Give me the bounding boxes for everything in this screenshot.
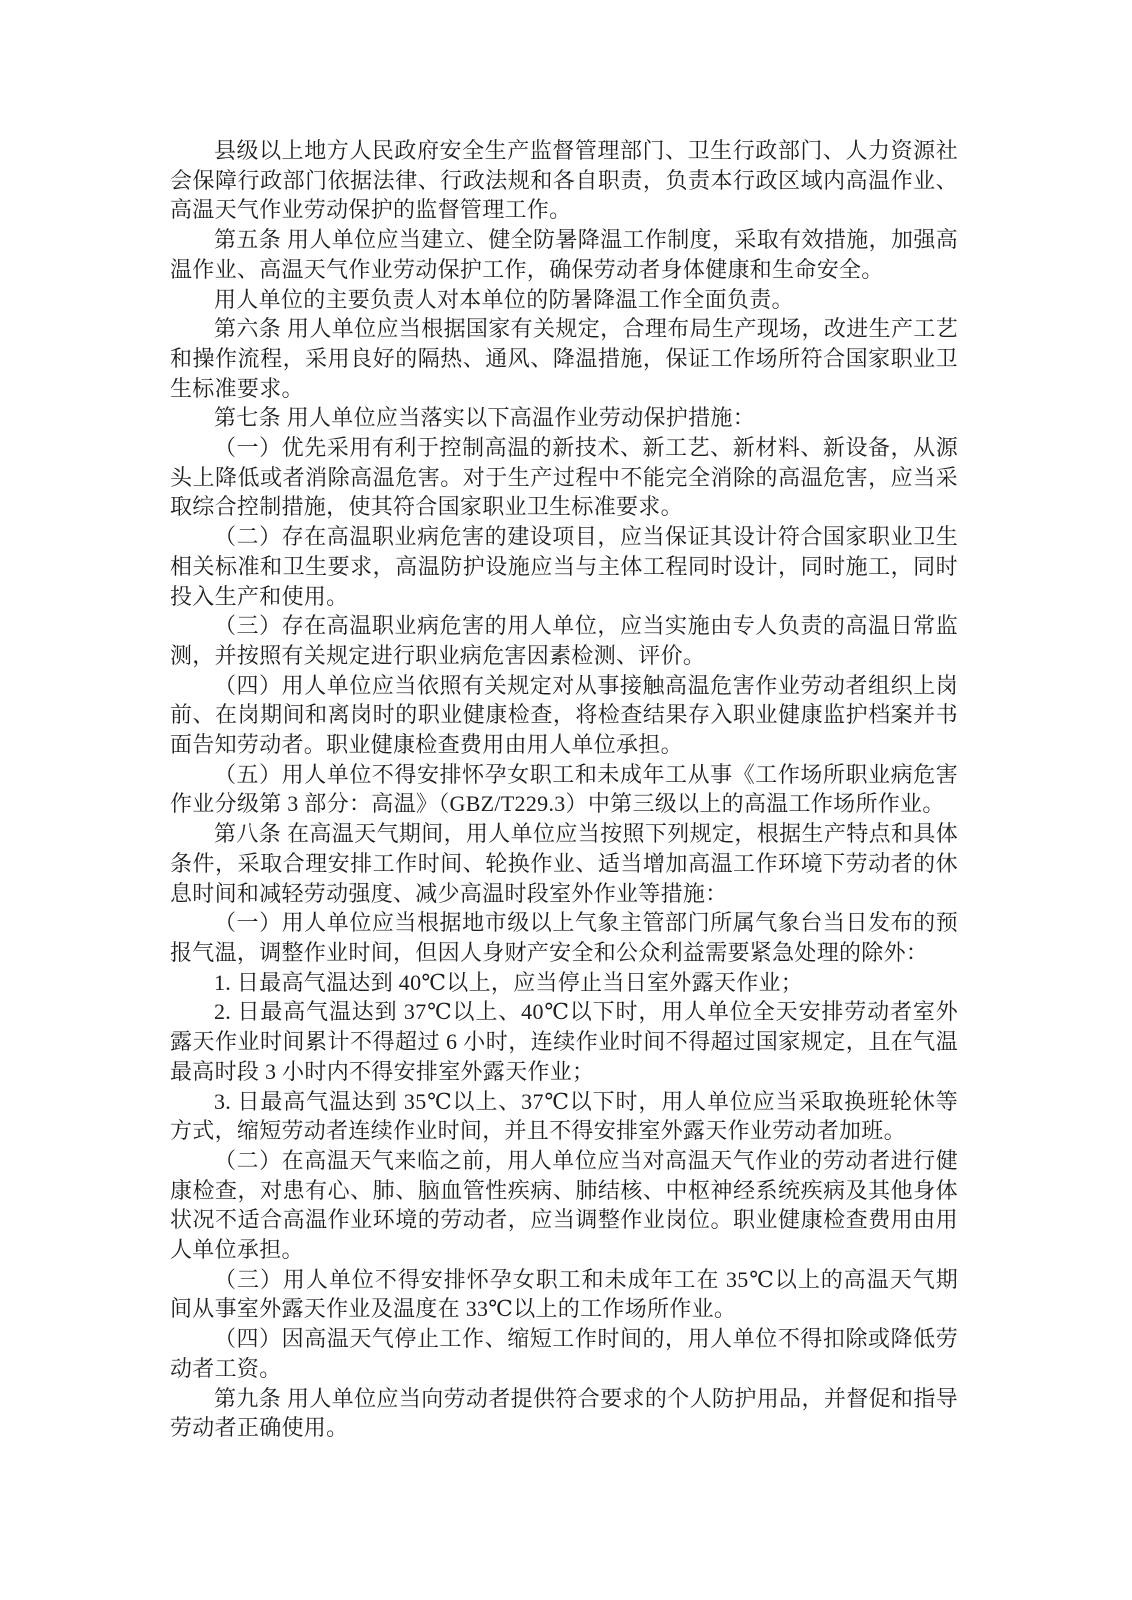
article-8-item-1-sub-2: 2. 日最高气温达到 37℃以上、40℃以下时，用人单位全天安排劳动者室外露天作业时间累计不得超过 6 小时，连续作业时间不得超过国家规定，且在气温最高时段 3 小时内不得安排室外露天作业； [170,999,958,1084]
article-9: 第九条 用人单位应当向劳动者提供符合要求的个人防护用品，并督促和指导劳动者正确使用。 [170,1385,958,1441]
article-8: 第八条 在高温天气期间，用人单位应当按照下列规定，根据生产特点和具体条件，采取合理安排工作时间、轮换作业、适当增加高温工作环境下劳动者的休息时间和减轻劳动强度、减少高温时段室外作业等措施： [170,821,958,906]
article-5: 第五条 用人单位应当建立、健全防暑降温工作制度，采取有效措施，加强高温作业、高温天气作业劳动保护工作，确保劳动者身体健康和生命安全。 [170,227,958,282]
article-8-item-1: （一）用人单位应当根据地市级以上气象主管部门所属气象台当日发布的预报气温，调整作业时间，但因人身财产安全和公众利益需要紧急处理的除外： [170,910,958,965]
article-7-item-1: （一）优先采用有利于控制高温的新技术、新工艺、新材料、新设备，从源头上降低或者消除高温危害。对于生产过程中不能完全消除的高温危害，应当采取综合控制措施，使其符合国家职业卫生标准要求。 [170,435,958,520]
article-7-item-2: （二）存在高温职业病危害的建设项目，应当保证其设计符合国家职业卫生相关标准和卫生要求，高温防护设施应当与主体工程同时设计，同时施工，同时投入生产和使用。 [170,524,958,609]
article-7-item-5: （五）用人单位不得安排怀孕女职工和未成年工从事《工作场所职业病危害作业分级第 3 部分：高温》（GBZ/T229.3）中第三级以上的高温工作场所作业。 [170,761,958,817]
paragraph-supervision-duties: 县级以上地方人民政府安全生产监督管理部门、卫生行政部门、人力资源社会保障行政部门依据法律、行政法规和各自职责，负责本行政区域内高温作业、高温天气作业劳动保护的监督管理工作。 [170,138,958,223]
article-8-item-1-sub-3: 3. 日最高气温达到 35℃以上、37℃以下时，用人单位应当采取换班轮休等方式，缩短劳动者连续作业时间，并且不得安排室外露天作业劳动者加班。 [170,1088,958,1144]
article-8-item-1-sub-1: 1. 日最高气温达到 40℃以上，应当停止当日室外露天作业； [214,969,804,995]
article-8-item-3: （三）用人单位不得安排怀孕女职工和未成年工在 35℃以上的高温天气期间从事室外露天作业及温度在 33℃以上的工作场所作业。 [170,1266,958,1322]
article-8-item-4: （四）因高温天气停止工作、缩短工作时间的，用人单位不得扣除或降低劳动者工资。 [170,1326,958,1381]
article-5-responsibility: 用人单位的主要负责人对本单位的防暑降温工作全面负责。 [214,286,794,312]
article-6: 第六条 用人单位应当根据国家有关规定，合理布局生产现场，改进生产工艺和操作流程，采用良好的隔热、通风、降温措施，保证工作场所符合国家职业卫生标准要求。 [170,316,958,401]
article-7-item-4: （四）用人单位应当依照有关规定对从事接触高温危害作业劳动者组织上岗前、在岗期间和离岗时的职业健康检查，将检查结果存入职业健康监护档案并书面告知劳动者。职业健康检查费用由用人单位承担。 [170,672,958,758]
article-7: 第七条 用人单位应当落实以下高温作业劳动保护措施： [214,405,756,431]
document-body [170,136,958,1443]
article-7-item-3: （三）存在高温职业病危害的用人单位，应当实施由专人负责的高温日常监测，并按照有关规定进行职业病危害因素检测、评价。 [170,613,958,668]
article-8-item-2: （二）在高温天气来临之前，用人单位应当对高温天气作业的劳动者进行健康检查，对患有心、肺、脑血管性疾病、肺结核、中枢神经系统疾病及其他身体状况不适合高温作业环境的劳动者，应当调整作业岗位。职业健康检查费用由用人单位承担。 [170,1147,958,1263]
